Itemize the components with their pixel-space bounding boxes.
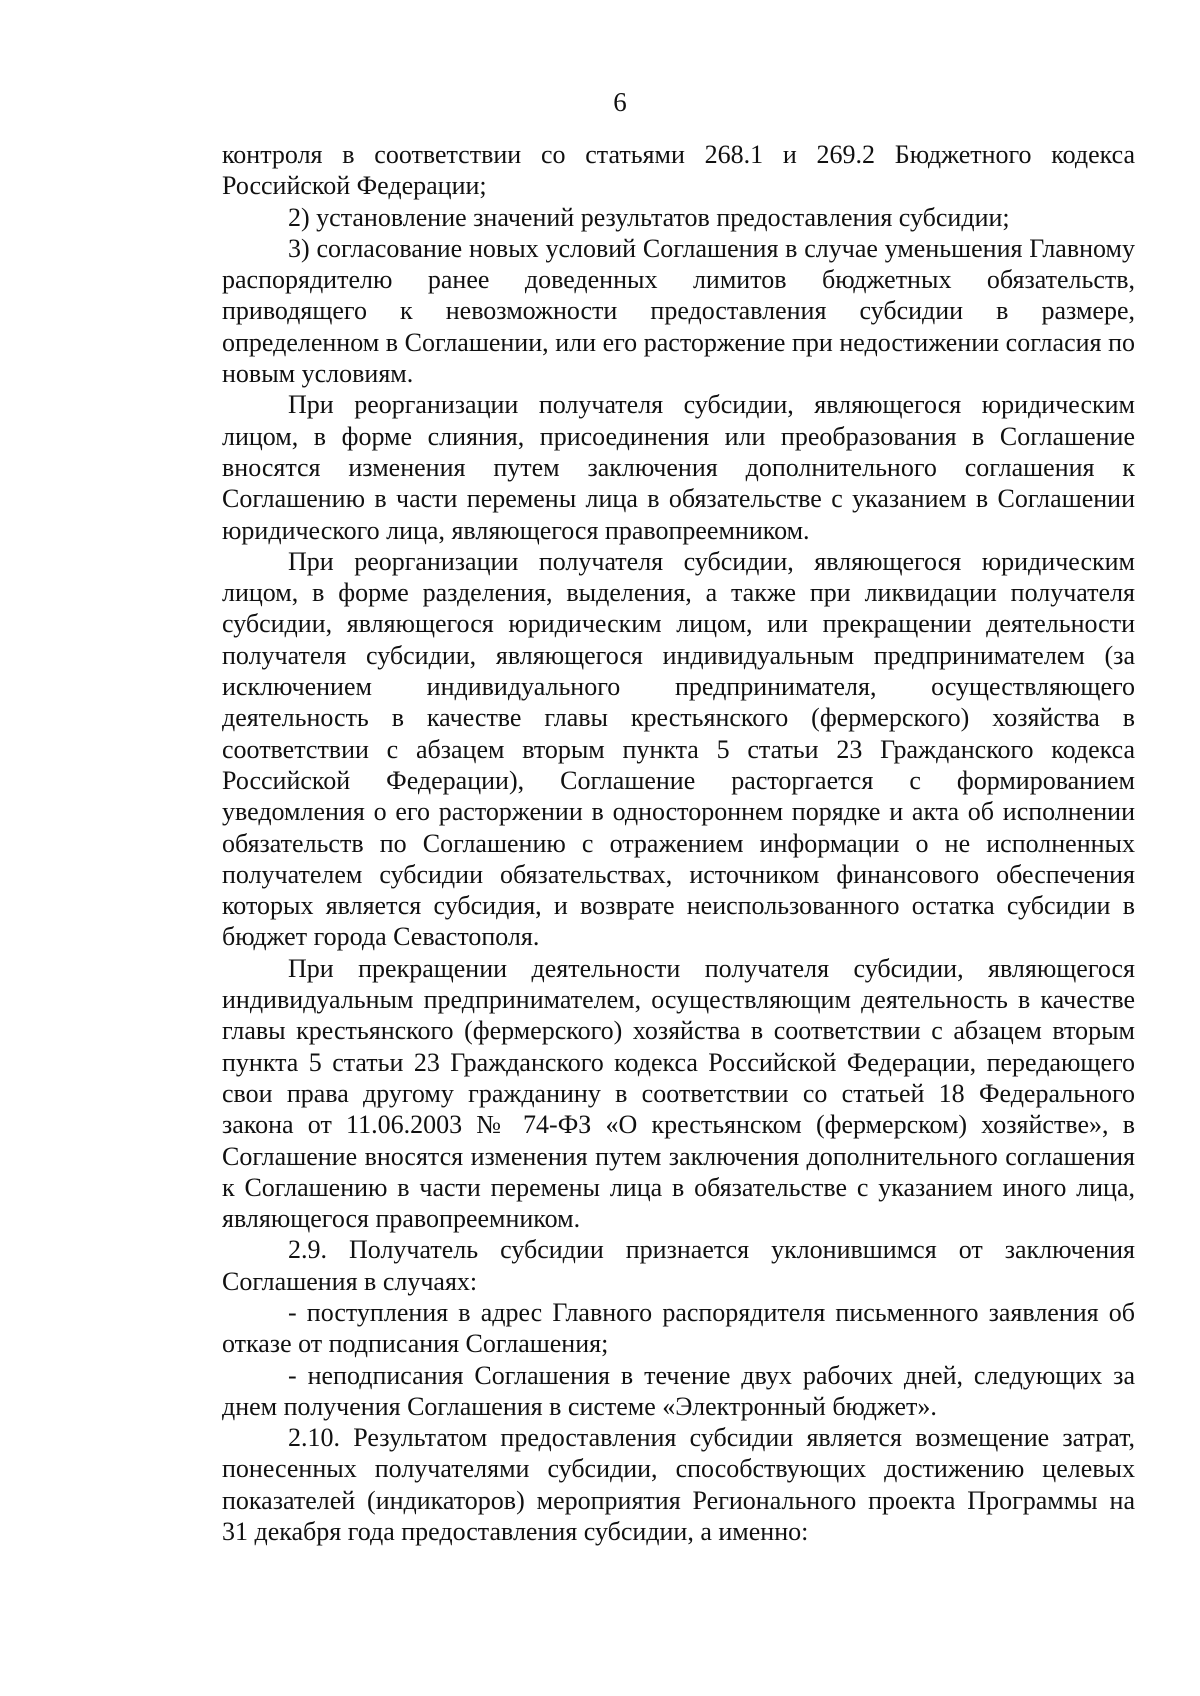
list-item-non-signing: - неподписания Соглашения в течение двух рабочих дней, следующих за днем получения Соглашения в системе «Электронный бюджет». — [222, 1360, 1135, 1421]
paragraph-reorganization-division: При реорганизации получателя субсидии, являющегося юридическим лицом, в форме разделения, выделения, а также при ликвидации получателя субсидии, являющегося юридическим лицом, или прекращении деятельности получателя субсидии, являющегося индивидуальным предпринимателем (за исключением индивидуального предпринимателя, осуществляющего деятельность в качестве главы крестьянского (фермерского) хозяйства в соответствии с абзацем вторым пункта 5 статьи 23 Гражданского кодекса Российской Федерации), Соглашение расторгается с формированием уведомления о его расторжении в одностороннем порядке и акта об исполнении обязательств по Соглашению с отражением информации о не исполненных получателем субсидии обязательствах, источником финансового обеспечения которых является субсидия, и возврате неиспользованного остатка субсидии в бюджет города Севастополя. — [222, 546, 1135, 952]
paragraph-item-3: 3) согласование новых условий Соглашения в случае уменьшения Главному распорядителю ранее доведенных лимитов бюджетных обязательств, приводящего к невозможности предоставления субсидии в размере, определенном в Соглашении, или его расторжение при недостижении согласия по новым условиям. — [222, 233, 1135, 389]
document-body — [222, 139, 1135, 1547]
paragraph-clause-2-10: 2.10. Результатом предоставления субсидии является возмещение затрат, понесенных получателями субсидии, способствующих достижению целевых показателей (индикаторов) мероприятия Регионального проекта Программы на 31 декабря года предоставления субсидии, а именно: — [222, 1423, 1135, 1547]
page-number: 6 — [613, 87, 627, 117]
paragraph-clause-2-9: 2.9. Получатель субсидии признается уклонившимся от заключения Соглашения в случаях: — [222, 1235, 1135, 1296]
list-item-refusal: - поступления в адрес Главного распорядителя письменного заявления об отказе от подписания Соглашения; — [222, 1297, 1135, 1359]
paragraph-item-2: 2) установление значений результатов предоставления субсидии; — [288, 202, 1010, 232]
paragraph-termination-farm: При прекращении деятельности получателя субсидии, являющегося индивидуальным предпринимателем, осуществляющим деятельность в качестве главы крестьянского (фермерского) хозяйства в соответствии с абзацем вторым пункта 5 статьи 23 Гражданского кодекса Российской Федерации, передающего свои права другому гражданину в соответствии со статьей 18 Федерального закона от 11.06.2003 № 74-ФЗ «О крестьянском (фермерском) хозяйстве», в Соглашение вносятся изменения путем заключения дополнительного соглашения к Соглашению в части перемены лица в обязательстве с указанием иного лица, являющегося правопреемником. — [222, 953, 1135, 1234]
paragraph-reorganization-merger: При реорганизации получателя субсидии, являющегося юридическим лицом, в форме слияния, присоединения или преобразования в Соглашение вносятся изменения путем заключения дополнительного соглашения к Соглашению в части перемены лица в обязательстве с указанием в Соглашении юридического лица, являющегося правопреемником. — [222, 390, 1135, 545]
paragraph-continuation: контроля в соответствии со статьями 268.1 и 269.2 Бюджетного кодекса Российской Федерации; — [222, 140, 1135, 201]
